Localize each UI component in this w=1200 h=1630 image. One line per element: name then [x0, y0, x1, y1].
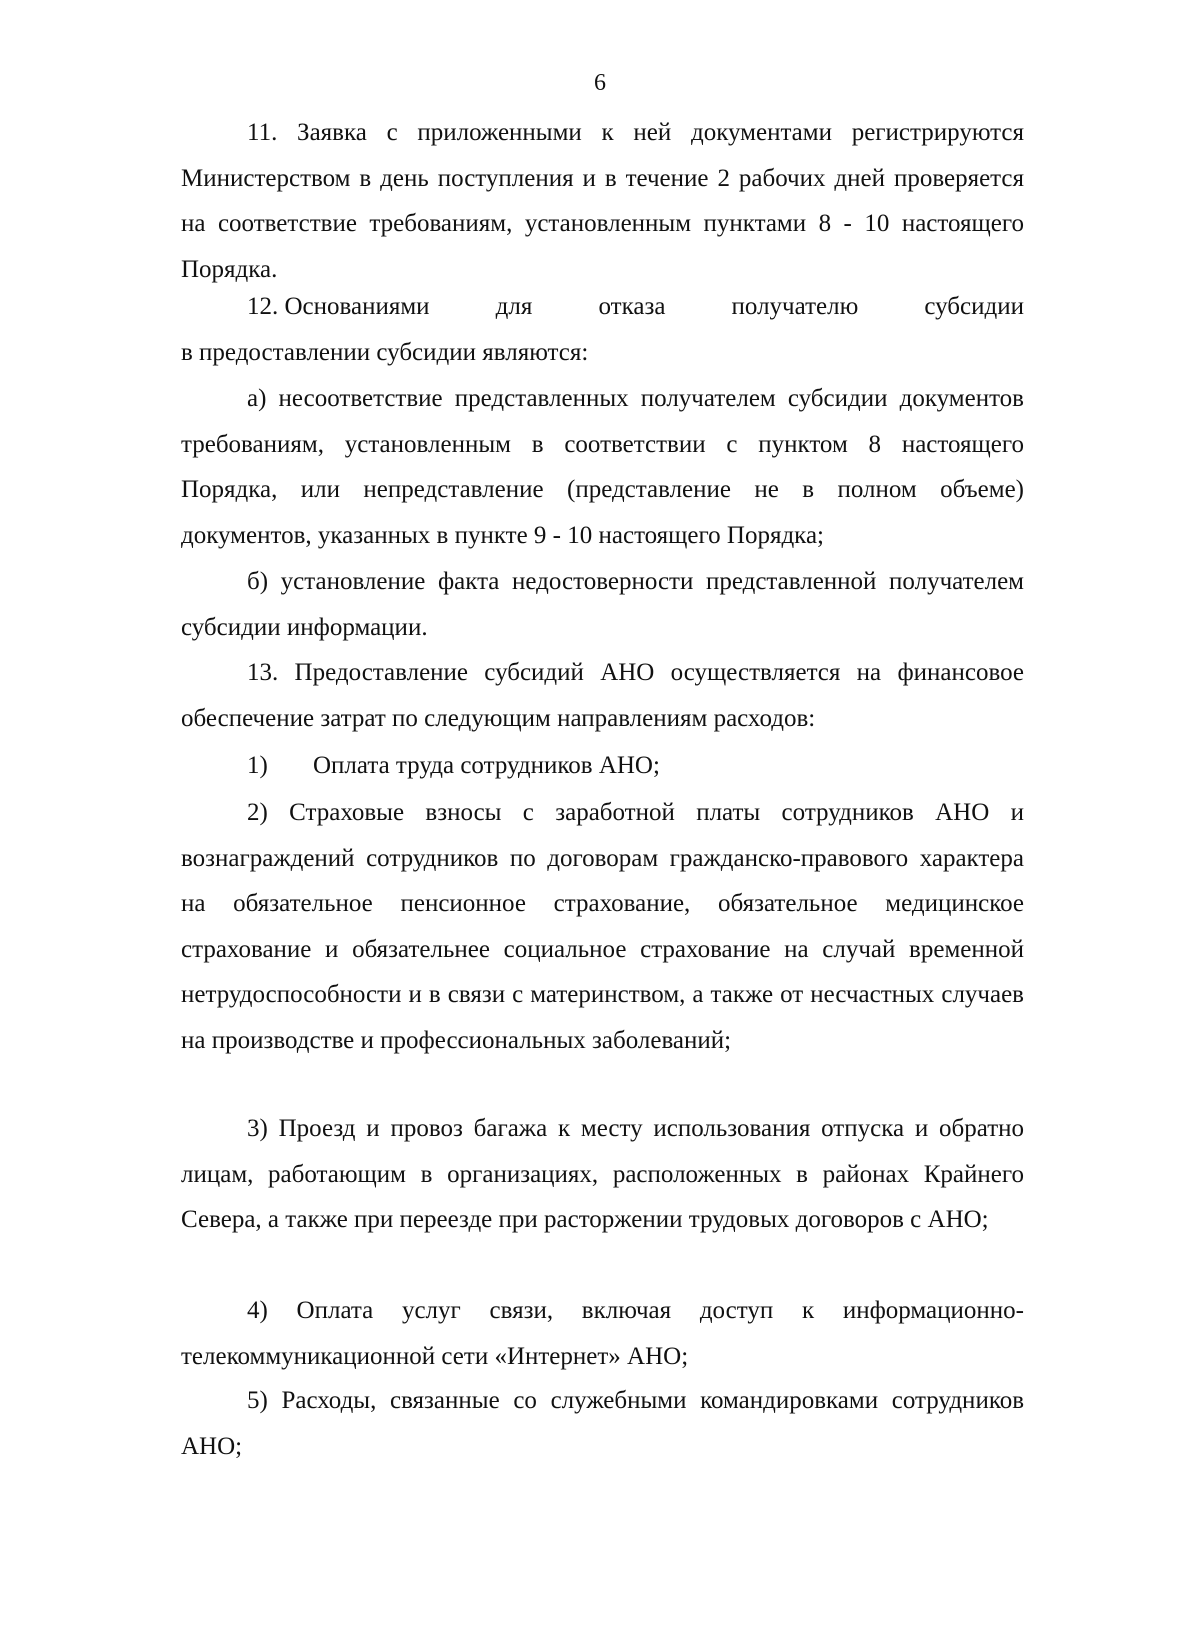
- paragraph-12-word: 12. Основаниями: [247, 293, 430, 320]
- paragraph-12-line-2: в предоставлении субсидии являются:: [181, 339, 589, 366]
- list-item-3: 3) Проезд и провоз багажа к месту использования отпуска и обратно лицам, работающим в организациях, расположенных в районах Крайнего Севера, а также при переезде при расторжении трудовых договоров с АНО;: [181, 1115, 1024, 1233]
- page-number: 6: [594, 70, 606, 96]
- paragraph-13: 13. Предоставление субсидий АНО осуществляется на финансовое обеспечение затрат по следующим направлениям расходов:: [181, 659, 1024, 732]
- paragraph-b: б) установление факта недостоверности представленной получателем субсидии информации.: [181, 568, 1024, 641]
- list-item-1: [247, 743, 1024, 789]
- paragraph-12-line-1: [181, 284, 1024, 330]
- paragraph-11: 11. Заявка с приложенными к ней документами регистрируются Министерством в день поступления и в течение 2 рабочих дней проверяется на соответствие требованиям, установленным пунктами 8 - 10 настоящего Порядка.: [181, 119, 1024, 283]
- paragraph-12-word: получателю: [731, 293, 859, 320]
- list-item-4: 4) Оплата услуг связи, включая доступ к информационно-телекоммуникационной сети «Интернет» АНО;: [181, 1297, 1024, 1370]
- list-item-text: Оплата труда сотрудников АНО;: [313, 752, 660, 779]
- paragraph-12-word: для: [495, 293, 533, 320]
- paragraph-a: а) несоответствие представленных получателем субсидии документов требованиям, установленным в соответствии с пунктом 8 настоящего Порядка, или непредставление (представление не в полном объеме) документов, указанных в пункте 9 - 10 настоящего Порядка;: [181, 385, 1024, 549]
- paragraph-12-word: отказа: [598, 293, 666, 320]
- list-item-5: 5) Расходы, связанные со служебными командировками сотрудников АНО;: [181, 1387, 1024, 1460]
- list-item-2: 2) Страховые взносы с заработной платы сотрудников АНО и вознаграждений сотрудников по договорам гражданско-правового характера на обязательное пенсионное страхование, обязательное медицинское страхование и обязательнее социальное страхование на случай временной нетрудоспособности и в связи с материнством, а также от несчастных случаев на производстве и профессиональных заболеваний;: [181, 799, 1024, 1054]
- list-item-number: 1): [247, 752, 268, 779]
- paragraph-12-word: субсидии: [924, 293, 1024, 320]
